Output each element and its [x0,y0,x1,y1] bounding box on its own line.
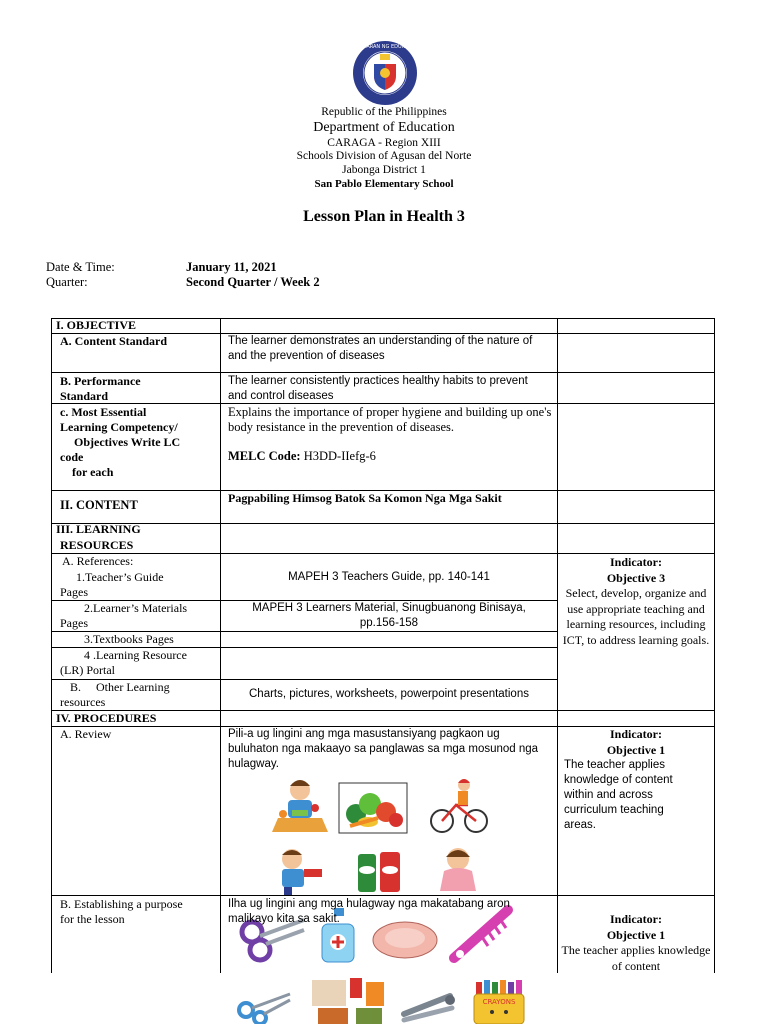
other-resources-text: Charts, pictures, worksheets, powerpoint presentations [249,688,529,700]
indicator-1-objective: Objective 3 [606,570,666,585]
learners-materials-label-2: Pages [60,616,88,630]
learners-materials-text-1: MAPEH 3 Learners Material, Sinugbuanong Binisaya, [252,602,526,614]
school-line: San Pablo Elementary School [314,178,454,190]
region-line: CARAGA - Region XIII [327,137,441,149]
lr-portal-label-2: (LR) Portal [60,663,115,677]
teachers-guide-label-1: 1.Teacher’s Guide [76,570,164,584]
learners-materials-label-1: 2.Learner’s Materials [84,601,188,615]
page-title: Lesson Plan in Health 3 [303,208,465,225]
indicator-objective-3 [560,555,712,648]
other-resources-label-1: B. Other Learning [70,680,170,694]
content-standard-text: The learner demonstrates an understanding of the nature of and the prevention of diseases [228,335,533,362]
purpose-label-2: for the lesson [60,912,125,926]
procedures-heading: IV. PROCEDURES [56,711,157,725]
content-heading: II. CONTENT [60,498,138,512]
textbooks-label: 3.Textbooks Pages [84,632,174,646]
indicator-1-text: Select, develop, organize and use appropriate teaching and learning resources, including ICT, to address learning goals. [562,586,710,647]
child-eating-picture [268,774,332,836]
department-line: Department of Education [313,120,455,135]
indicator-2-objective: Objective 1 [606,742,666,757]
crying-child-picture [434,843,482,893]
clothes-picture [308,976,388,1024]
date-label: Date & Time: [46,260,115,274]
svg-text:KAGAWARAN NG EDUKASYON: KAGAWARAN NG EDUKASYON [348,44,422,50]
learners-materials-text-2: pp.156-158 [359,617,419,629]
quarter-label: Quarter: [46,275,88,289]
purpose-label-1: B. Establishing a purpose [60,897,183,911]
quarter-value: Second Quarter / Week 2 [186,275,320,289]
melc-text: Explains the importance of proper hygiene and building up one's body resistance in the prevention of diseases. [228,405,552,434]
content-standard-label: A. Content Standard [60,334,168,348]
objective-heading: I. OBJECTIVE [56,318,137,332]
review-label: A. Review [60,727,112,741]
review-text: Pili-a ug lingini ang mga masustansiyang pagkaon ug buluhaton nga makaayo sa panglawas sa mga mosunod nga hulagway. [228,728,539,770]
svg-text:CRAYONS: CRAYONS [482,998,516,1006]
content-text: Pagpabiling Himsog Batok Sa Komon Nga Mga Sakit [228,491,502,505]
melc-label-1: c. Most Essential [60,405,147,419]
vegetables-picture [338,782,408,834]
district-line: Jabonga District 1 [342,164,426,176]
teachers-guide-text: MAPEH 3 Teachers Guide, pp. 140-141 [288,571,490,583]
division-line: Schools Division of Agusan del Norte [296,150,472,162]
republic-line: Republic of the Philippines [321,106,447,118]
melc-code-value: H3DD-IIefg-6 [303,449,376,463]
crayons-picture [470,978,530,1024]
melc-code-label: MELC Code: [228,449,301,463]
melc-code [228,449,376,464]
indicator-2-text: The teacher applies knowledge of content within and across curriculum teaching areas. [564,759,673,831]
indicator-1-title: Indicator: [610,555,662,569]
melc-label-2: Learning Competency/ [60,420,178,434]
sick-child-picture [270,845,328,895]
indicator-objective-1-purpose [560,912,712,974]
indicator-3-title: Indicator: [610,912,662,926]
indicator-2-title: Indicator: [610,727,662,741]
nail-scissors-picture [236,988,294,1024]
references-label: A. References: [62,554,134,568]
teachers-guide-label-2: Pages [60,585,88,599]
indicator-objective-1-review [560,727,712,833]
melc-label-3: Objectives Write LC [74,435,181,449]
melc-label-4: code [60,450,84,464]
melc-label-5: for each [72,465,114,479]
indicator-3-text: The teacher applies knowledge of content [561,943,711,973]
date-value: January 11, 2021 [186,260,277,274]
soda-cans-picture [354,848,406,894]
indicator-3-objective: Objective 1 [606,927,666,942]
other-resources-label-2: resources [60,695,106,709]
lr-portal-label-1: 4 .Learning Resource [84,648,187,662]
performance-standard-text: The learner consistently practices healthy habits to prevent and control diseases [228,375,528,402]
learning-resources-heading-1: III. LEARNING [56,522,141,536]
performance-standard-label-2: Standard [60,389,109,403]
child-biking-picture [428,775,490,835]
nail-cutter-picture [400,990,462,1024]
learning-resources-heading-2: RESOURCES [60,538,134,552]
purpose-text: Ilha ug lingini ang mga hulagway nga makatabang aron malikayo kita sa sakit. [228,898,510,925]
performance-standard-label-1: B. Performance [60,374,141,388]
deped-seal-logo [348,40,422,106]
